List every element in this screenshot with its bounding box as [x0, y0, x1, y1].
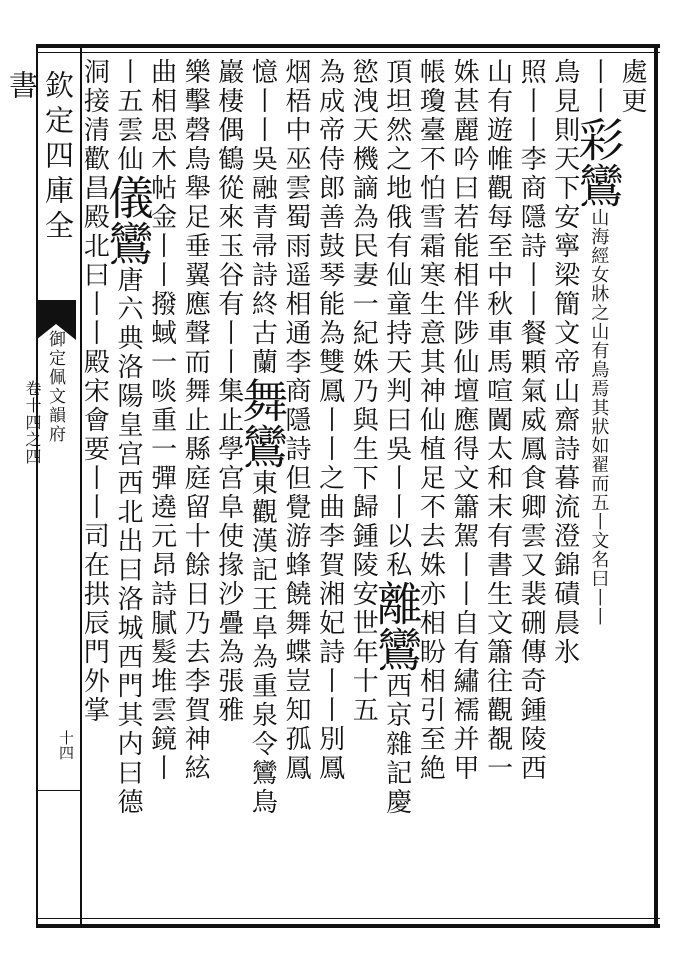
- text-segment: 帳瓊臺不怕雪霜寒生意其神仙植足不去姝亦相盼相引至絶: [415, 58, 446, 783]
- text-column: [316, 58, 350, 922]
- text-column: [215, 58, 249, 922]
- text-column: [450, 58, 484, 922]
- text-column: [282, 58, 316, 922]
- text-segment: 鳥見則天下安寧梁簡文帝山齋詩暮流澄錦磧晨氷: [549, 58, 580, 667]
- text-segment: 慾洩天機謫為民妻一紀姝乃與生下歸鍾陵: [348, 58, 379, 580]
- text-column: [551, 58, 585, 922]
- text-segment: 曲相思木帖金丨丨撥蜮一啖重一彈遶元昂詩膩髮堆雲鏡丨: [146, 58, 177, 783]
- book-title: 欽定四庫全書: [5, 70, 75, 245]
- page-number-rule: [38, 790, 80, 791]
- page-number: 十四: [57, 730, 75, 760]
- text-segment: 洞接清歡: [79, 58, 110, 174]
- text-column: [235, 58, 290, 922]
- text-column: [484, 58, 518, 922]
- text-segment: 照丨丨李商隱詩丨丨餐顆氣威鳳食卿雲又裴硎傳奇鍾陵西: [516, 58, 547, 783]
- text-segment: 唐六典洛陽皇宫西北出曰洛城西門其内曰德: [112, 266, 143, 817]
- text-segment: 集止學宫阜使掾沙疊為張雅: [213, 377, 244, 725]
- text-segment: 山有遊帷觀每至中秋車馬喧闐太和末有書生文簫往觀覩一: [482, 58, 513, 783]
- text-column: [417, 58, 451, 922]
- text-segment: 丨五雲仙: [112, 58, 143, 174]
- text-column: [100, 58, 155, 922]
- text-segment: 姝甚麗吟曰若能相伴陟仙壇應得文簫駕丨丨自有繡襦并甲: [448, 58, 479, 783]
- text-segment: 安世年十五: [348, 580, 379, 725]
- text-segment: 丨丨: [583, 58, 614, 116]
- frame-top-inner-line: [36, 52, 660, 53]
- entry-headword: 離鸞: [369, 580, 424, 672]
- text-segment: 為成帝侍郎善鼓琴能為雙鳳丨丨之曲李賀湘妃詩丨丨別鳳: [314, 58, 345, 783]
- entry-headword: 舞鸞: [235, 377, 290, 469]
- text-segment: 東觀漢記王阜為重泉令鸞鳥: [247, 469, 278, 817]
- text-segment: 山海經女牀之山有鳥焉其狀如翟而五丨文名曰丨丨: [588, 208, 610, 626]
- text-segment: 憶丨丨吳融青帚詩終古蘭: [247, 58, 278, 377]
- text-column: [369, 58, 424, 922]
- volume-label: 卷十四之四: [23, 380, 42, 465]
- frame-right-line: [654, 44, 658, 928]
- text-column: [182, 58, 216, 922]
- text-segment: 處更: [616, 58, 647, 116]
- entry-headword: 彩鸞: [571, 116, 626, 208]
- text-segment: 西京雜記慶: [381, 672, 412, 817]
- book-subtitle: 御定佩文韻府: [45, 330, 65, 444]
- text-segment: 巖棲偶鶴從來玉谷有丨丨: [213, 58, 244, 377]
- text-column: [571, 58, 626, 922]
- text-column: [350, 58, 384, 922]
- text-segment: 頂坦然之地俄有仙童持天判曰吳丨丨以私: [381, 58, 412, 580]
- text-segment: 樂擊磬鳥舉足垂翼應聲而舞止縣庭留十餘日乃去李賀神絃: [180, 58, 211, 783]
- text-column: [518, 58, 552, 922]
- entry-headword: 儀鸞: [100, 174, 155, 266]
- text-column: [81, 58, 115, 922]
- text-segment: 昌殿北曰丨丨殿宋會要丨丨司在拱辰門外掌: [79, 174, 110, 725]
- text-segment: 烟梧中巫雲蜀雨遥相通李商隱詩但覺游蜂饒舞蝶豈知孤鳳: [280, 58, 311, 783]
- frame-bottom-line: [36, 924, 660, 928]
- frame-top-line: [36, 44, 660, 48]
